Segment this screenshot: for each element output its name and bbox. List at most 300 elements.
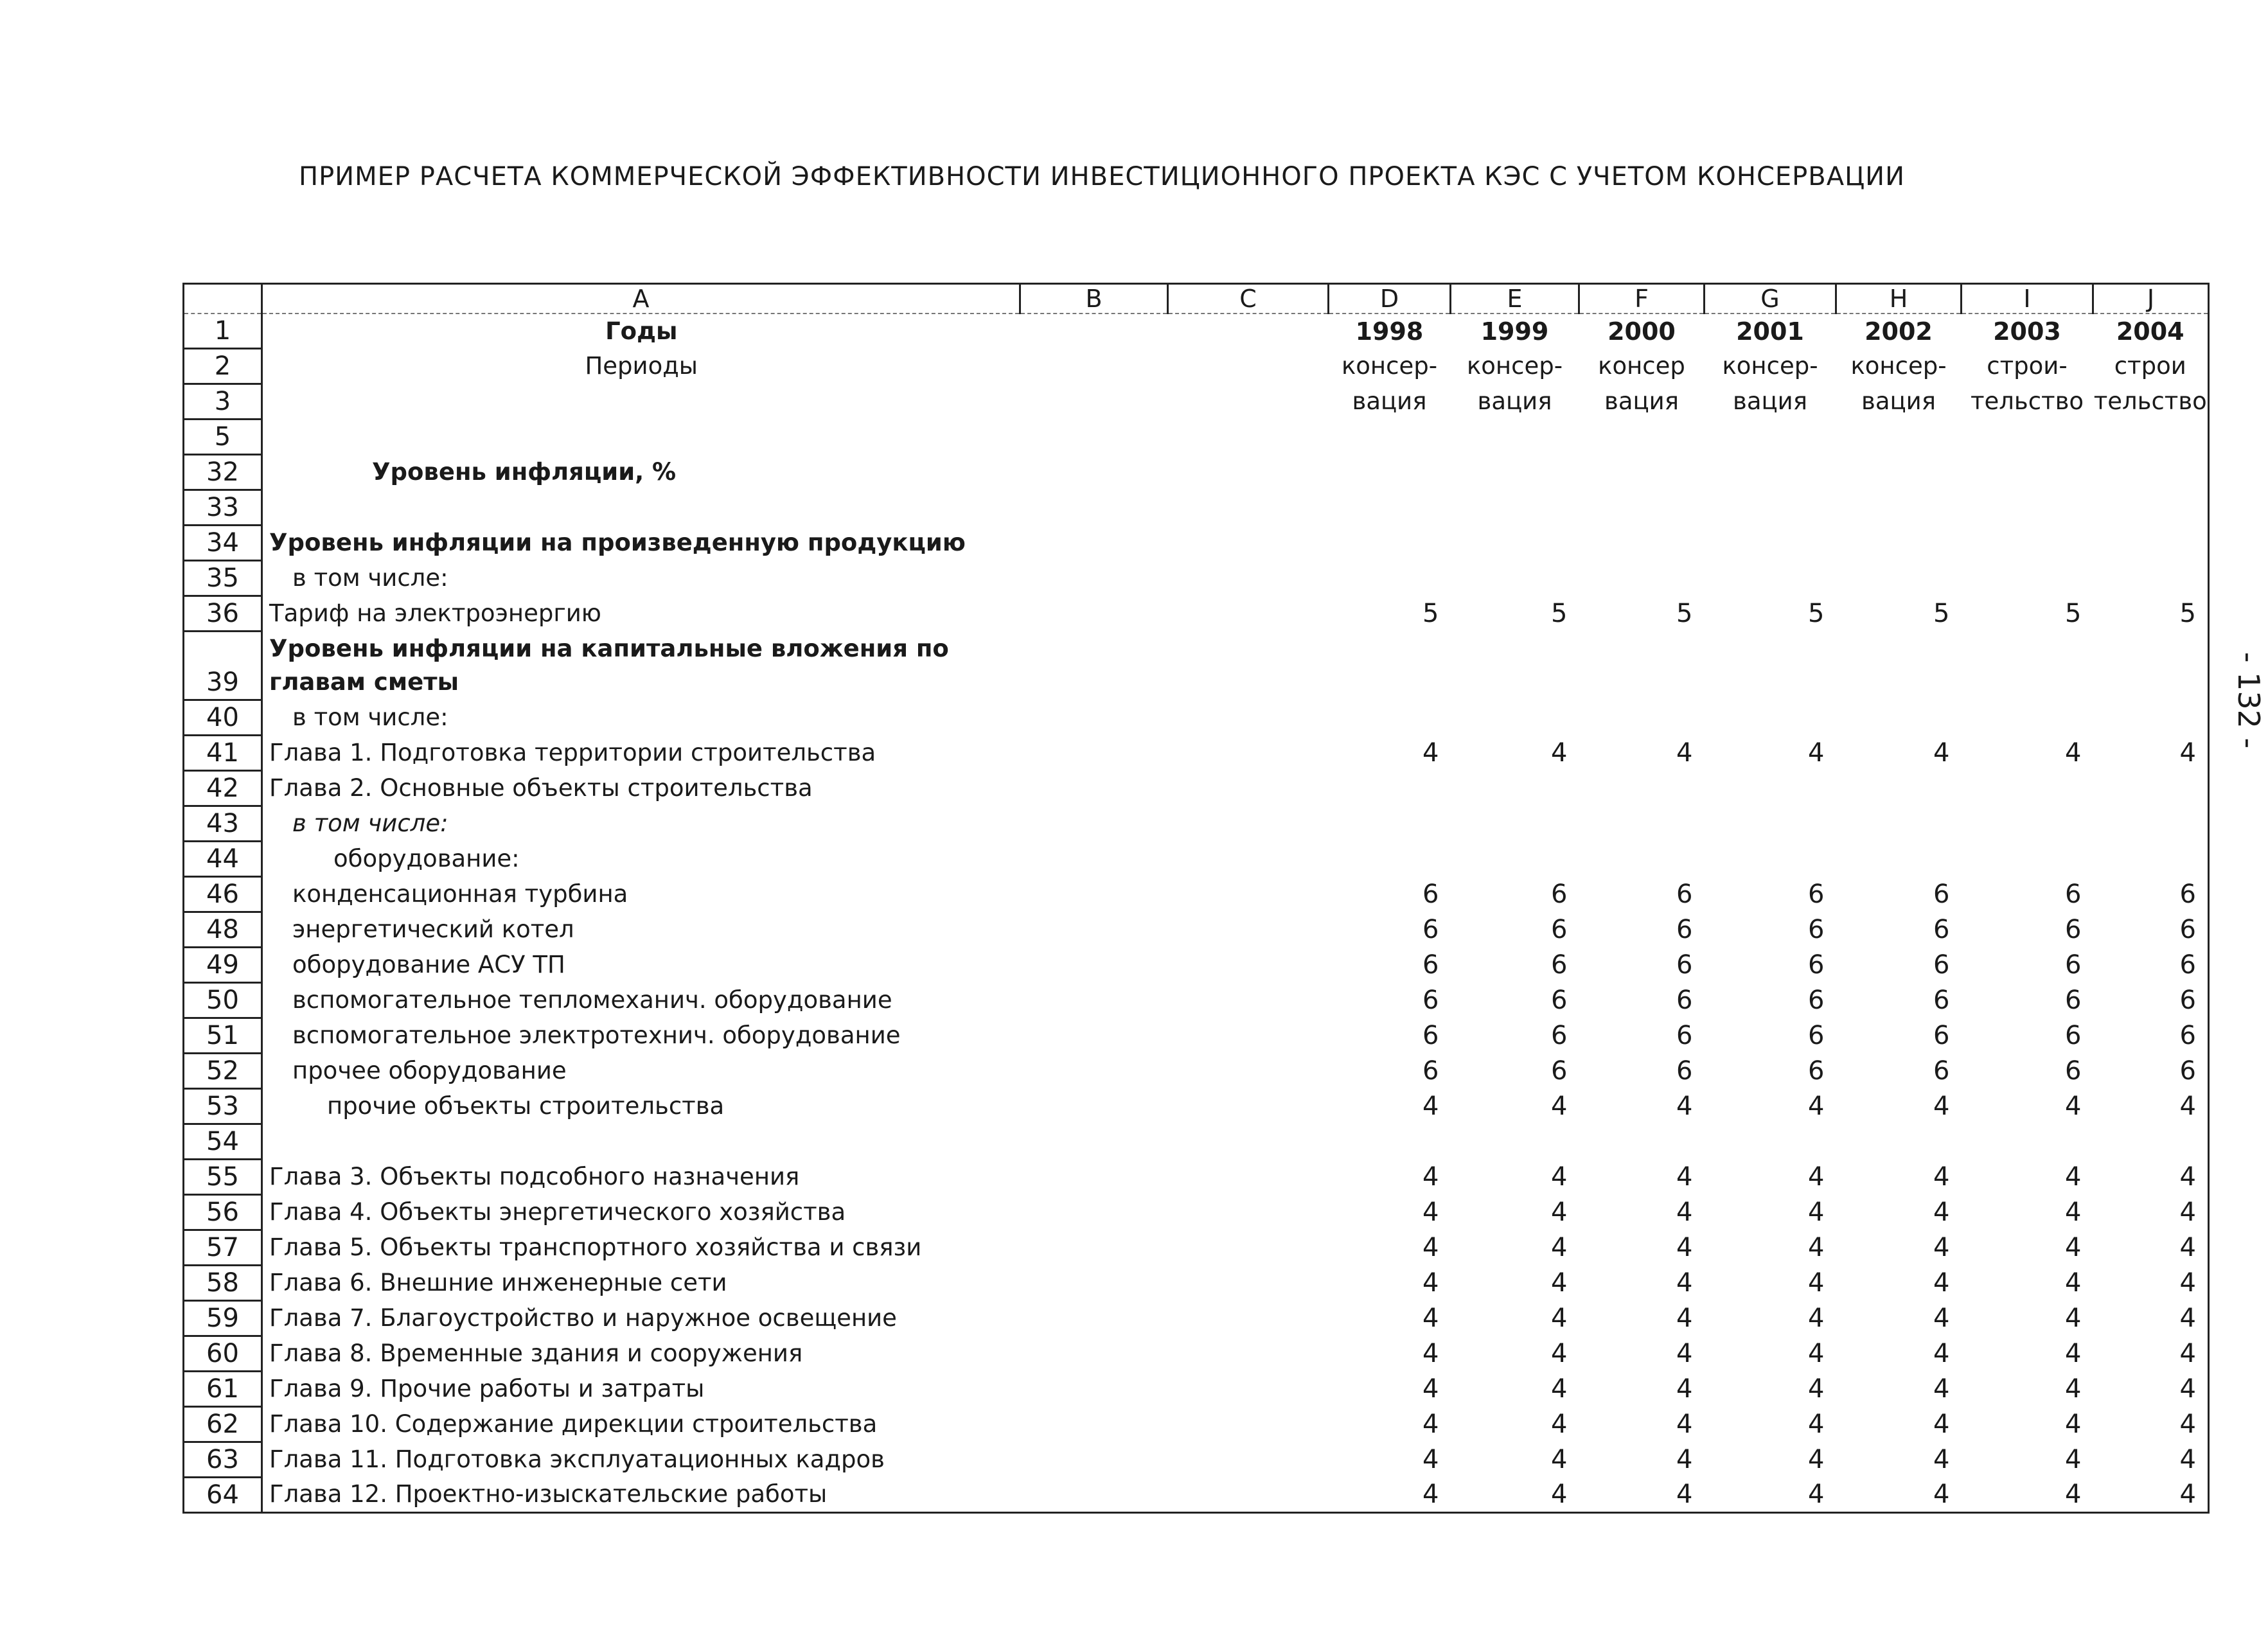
value-cell — [1836, 700, 1962, 736]
value-cell: 6 — [2093, 912, 2209, 948]
value-cell: 4 — [2093, 1266, 2209, 1301]
table-row — [184, 1301, 2209, 1336]
table-row — [184, 1478, 2209, 1513]
value-cell — [1451, 771, 1579, 806]
value-cell: 4 — [1551, 1374, 1568, 1404]
row-number: 44 — [184, 842, 262, 877]
empty-cell — [1168, 490, 1329, 526]
value-cell: 6 — [1676, 950, 1693, 980]
row-label: Уровень инфляции на произведенную продукцию — [262, 526, 1020, 561]
empty-cell — [1168, 526, 1329, 561]
row-label: Глава 1. Подготовка территории строительства — [262, 736, 1020, 771]
table-row — [184, 420, 2209, 455]
empty-cell — [1168, 314, 1329, 349]
row-label: прочее оборудование — [262, 1054, 1020, 1089]
empty-cell — [1168, 1124, 1329, 1160]
value-cell: 4 — [1933, 1092, 1950, 1121]
row-label: вспомогательное тепломеханич. оборудование — [262, 983, 1020, 1018]
row-number: 63 — [184, 1442, 262, 1478]
empty-cell — [1168, 384, 1329, 420]
value-cell: 6 — [1422, 1056, 1439, 1086]
value-cell — [1705, 632, 1836, 700]
value-cell: 4 — [1551, 1445, 1568, 1474]
value-cell: 6 — [2065, 950, 2082, 980]
value-cell — [1705, 771, 1836, 806]
value-cell: 4 — [1676, 1374, 1693, 1404]
row-number: 49 — [184, 948, 262, 983]
value-cell — [1451, 420, 1579, 455]
empty-cell — [1168, 842, 1329, 877]
inflation-table — [182, 283, 2210, 1514]
period-cell: вация — [1352, 387, 1427, 415]
row-number: 33 — [184, 490, 262, 526]
empty-cell — [1020, 1442, 1168, 1478]
empty-cell — [1020, 1018, 1168, 1054]
value-cell — [1451, 806, 1579, 842]
column-header-g: G — [1705, 284, 1836, 314]
row-label — [262, 490, 1020, 526]
value-cell: 4 — [1933, 1374, 1950, 1404]
row-number: 40 — [184, 700, 262, 736]
value-cell: 4 — [1329, 1478, 1451, 1513]
value-cell: 4 — [1422, 1374, 1439, 1404]
table-row — [184, 1372, 2209, 1407]
value-cell — [1962, 771, 2093, 806]
periods-row-2 — [184, 384, 2209, 420]
empty-cell — [1020, 842, 1168, 877]
row-number: 62 — [184, 1407, 262, 1442]
period-cell: тельство — [2093, 384, 2209, 420]
empty-cell — [1020, 314, 1168, 349]
table-row — [184, 806, 2209, 842]
value-cell: 6 — [1933, 1021, 1950, 1050]
empty-cell — [1020, 1372, 1168, 1407]
table-row — [184, 561, 2209, 596]
value-cell: 4 — [1676, 1410, 1693, 1439]
empty-cell — [1168, 349, 1329, 384]
empty-cell — [1168, 771, 1329, 806]
value-cell: 4 — [1676, 1233, 1693, 1262]
row-number: 55 — [184, 1160, 262, 1195]
empty-cell — [1020, 561, 1168, 596]
value-cell: 4 — [1933, 1445, 1950, 1474]
empty-cell — [1020, 455, 1168, 490]
value-cell — [1329, 700, 1451, 736]
value-cell: 4 — [2065, 1304, 2082, 1333]
value-cell: 4 — [1579, 1478, 1705, 1513]
row-label: оборудование: — [262, 842, 1020, 877]
row-number: 50 — [184, 983, 262, 1018]
value-cell: 6 — [1676, 1056, 1693, 1086]
value-cell — [1329, 526, 1451, 561]
period-cell: вация — [1861, 387, 1936, 415]
value-cell — [1962, 561, 2093, 596]
value-cell — [1962, 490, 2093, 526]
value-cell: 4 — [1676, 1304, 1693, 1333]
value-cell: 4 — [1808, 1268, 1825, 1298]
empty-cell — [1020, 384, 1168, 420]
value-cell: 4 — [1551, 1339, 1568, 1368]
value-cell: 6 — [1808, 915, 1825, 944]
empty-cell — [1168, 806, 1329, 842]
empty-cell — [1020, 948, 1168, 983]
year-cell: 2004 — [2093, 314, 2209, 349]
row-number: 5 — [184, 420, 262, 455]
value-cell: 4 — [1422, 1445, 1439, 1474]
row-label: Глава 12. Проектно-изыскательские работы — [262, 1478, 1020, 1513]
empty-cell — [1020, 526, 1168, 561]
empty-cell — [1020, 771, 1168, 806]
value-cell: 6 — [2093, 1054, 2209, 1089]
value-cell: 6 — [1422, 879, 1439, 909]
value-cell — [1962, 842, 2093, 877]
row-number: 43 — [184, 806, 262, 842]
value-cell: 4 — [1933, 1339, 1950, 1368]
row-number: 64 — [184, 1478, 262, 1513]
value-cell: 4 — [1551, 1410, 1568, 1439]
value-cell — [1962, 632, 2093, 700]
row-label: Глава 11. Подготовка эксплуатационных кадров — [262, 1442, 1020, 1478]
value-cell: 4 — [2065, 1092, 2082, 1121]
value-cell: 6 — [1808, 1056, 1825, 1086]
empty-cell — [1168, 1054, 1329, 1089]
period-cell: вация — [1604, 387, 1679, 415]
table-row — [184, 983, 2209, 1018]
value-cell — [1579, 700, 1705, 736]
value-cell: 4 — [1933, 1233, 1950, 1262]
value-cell — [1579, 526, 1705, 561]
empty-cell — [1168, 1089, 1329, 1124]
empty-cell — [1020, 1195, 1168, 1230]
value-cell: 6 — [1676, 879, 1693, 909]
value-cell — [1579, 561, 1705, 596]
value-cell — [1451, 526, 1579, 561]
column-header-e: E — [1451, 284, 1579, 314]
value-cell: 4 — [1422, 1339, 1439, 1368]
column-header-c: C — [1168, 284, 1329, 314]
value-cell — [1579, 455, 1705, 490]
value-cell: 6 — [1808, 950, 1825, 980]
value-cell: 4 — [1933, 1268, 1950, 1298]
year-cell: 2003 — [1993, 317, 2061, 346]
table-row — [184, 1195, 2209, 1230]
table-row — [184, 912, 2209, 948]
value-cell — [1705, 700, 1836, 736]
value-cell: 4 — [2093, 1160, 2209, 1195]
value-cell: 4 — [1933, 738, 1950, 768]
column-header-f: F — [1579, 284, 1705, 314]
value-cell: 5 — [1933, 599, 1950, 628]
period-cell: вация — [1733, 387, 1807, 415]
empty-cell — [1168, 736, 1329, 771]
value-cell: 6 — [1808, 986, 1825, 1015]
value-cell — [2093, 632, 2209, 700]
row-label — [262, 632, 1020, 700]
value-cell — [1329, 771, 1451, 806]
empty-cell — [1168, 1372, 1329, 1407]
row-number: 57 — [184, 1230, 262, 1266]
value-cell: 4 — [1422, 1233, 1439, 1262]
value-cell — [1705, 490, 1836, 526]
row-label: в том числе: — [262, 806, 1020, 842]
value-cell: 4 — [1551, 1304, 1568, 1333]
value-cell: 4 — [1808, 1445, 1825, 1474]
empty-cell — [1168, 1336, 1329, 1372]
value-cell: 6 — [2093, 948, 2209, 983]
value-cell: 5 — [2093, 596, 2209, 632]
value-cell — [1962, 526, 2093, 561]
column-header-i: I — [1962, 284, 2093, 314]
value-cell — [2093, 806, 2209, 842]
value-cell — [2093, 526, 2209, 561]
value-cell: 4 — [1422, 1162, 1439, 1192]
table-row — [184, 1442, 2209, 1478]
value-cell: 6 — [1676, 1021, 1693, 1050]
row-label: Глава 9. Прочие работы и затраты — [262, 1372, 1020, 1407]
value-cell — [1329, 806, 1451, 842]
value-cell: 4 — [2093, 1336, 2209, 1372]
table-row — [184, 632, 2209, 700]
value-cell — [1836, 842, 1962, 877]
value-cell — [2093, 771, 2209, 806]
table-row — [184, 1160, 2209, 1195]
table-row — [184, 1230, 2209, 1266]
empty-cell — [1020, 1301, 1168, 1336]
year-cell: 1998 — [1355, 317, 1424, 346]
column-header-h: H — [1836, 284, 1962, 314]
row-number: 36 — [184, 596, 262, 632]
empty-cell — [1168, 1407, 1329, 1442]
value-cell — [1451, 490, 1579, 526]
value-cell: 6 — [1551, 1056, 1568, 1086]
value-cell: 6 — [1676, 915, 1693, 944]
empty-cell — [1168, 948, 1329, 983]
value-cell: 6 — [1422, 950, 1439, 980]
value-cell: 6 — [1422, 1021, 1439, 1050]
empty-cell — [1168, 420, 1329, 455]
value-cell: 6 — [2093, 877, 2209, 912]
row-number: 52 — [184, 1054, 262, 1089]
table-row — [184, 877, 2209, 912]
value-cell — [1451, 700, 1579, 736]
value-cell: 4 — [2093, 1230, 2209, 1266]
table-row — [184, 1018, 2209, 1054]
empty-cell — [1168, 1442, 1329, 1478]
year-cell: 2001 — [1736, 317, 1804, 346]
empty-cell — [1020, 736, 1168, 771]
period-cell: консер- — [1722, 352, 1818, 380]
value-cell: 4 — [1676, 738, 1693, 768]
value-cell — [1579, 771, 1705, 806]
period-cell: тельство — [1970, 387, 2084, 415]
period-cell: консер- — [1341, 352, 1438, 380]
table-row — [184, 736, 2209, 771]
table-row — [184, 842, 2209, 877]
periods-label: Периоды — [262, 349, 1020, 384]
value-cell: 4 — [1808, 1410, 1825, 1439]
period-cell: консер- — [1466, 352, 1563, 380]
empty-cell — [1020, 1054, 1168, 1089]
row-label-line: главам сметы — [269, 668, 459, 696]
value-cell: 6 — [1933, 950, 1950, 980]
value-cell — [1705, 842, 1836, 877]
empty-cell — [262, 384, 1020, 420]
value-cell: 4 — [1808, 1233, 1825, 1262]
value-cell: 4 — [1422, 1092, 1439, 1121]
year-cell: 1999 — [1480, 317, 1549, 346]
value-cell — [1579, 1124, 1705, 1160]
value-cell: 4 — [1676, 1445, 1693, 1474]
periods-row — [184, 349, 2209, 384]
row-number: 48 — [184, 912, 262, 948]
value-cell — [1329, 842, 1451, 877]
empty-cell — [1168, 632, 1329, 700]
row-label: Глава 10. Содержание дирекции строительства — [262, 1407, 1020, 1442]
value-cell: 6 — [1422, 986, 1439, 1015]
row-number: 46 — [184, 877, 262, 912]
value-cell — [1329, 420, 1451, 455]
value-cell — [1836, 632, 1962, 700]
value-cell — [1329, 632, 1451, 700]
table-row — [184, 490, 2209, 526]
row-number: 59 — [184, 1301, 262, 1336]
value-cell: 4 — [2065, 1410, 2082, 1439]
empty-cell — [1020, 1478, 1168, 1513]
value-cell: 5 — [1422, 599, 1439, 628]
value-cell — [1329, 561, 1451, 596]
value-cell: 6 — [1422, 915, 1439, 944]
empty-cell — [1020, 490, 1168, 526]
value-cell: 4 — [1962, 1478, 2093, 1513]
value-cell: 4 — [1836, 1478, 1962, 1513]
value-cell — [1705, 561, 1836, 596]
period-cell: строи — [2093, 349, 2209, 384]
value-cell: 4 — [1705, 1478, 1836, 1513]
row-label — [262, 420, 1020, 455]
value-cell: 4 — [1551, 1198, 1568, 1227]
empty-cell — [1168, 1301, 1329, 1336]
empty-cell — [1168, 1195, 1329, 1230]
value-cell: 4 — [2093, 736, 2209, 771]
row-label: Уровень инфляции, % — [262, 455, 1020, 490]
value-cell: 4 — [1933, 1162, 1950, 1192]
row-number: 53 — [184, 1089, 262, 1124]
value-cell: 4 — [1808, 1092, 1825, 1121]
row-label: Глава 5. Объекты транспортного хозяйства и связи — [262, 1230, 1020, 1266]
value-cell: 4 — [1551, 1092, 1568, 1121]
value-cell — [1836, 1124, 1962, 1160]
value-cell: 4 — [2093, 1478, 2209, 1513]
empty-cell — [1020, 912, 1168, 948]
table-row — [184, 1266, 2209, 1301]
value-cell: 4 — [1422, 1304, 1439, 1333]
table-row — [184, 1407, 2209, 1442]
value-cell: 4 — [2065, 1374, 2082, 1404]
table-row — [184, 455, 2209, 490]
table-row — [184, 526, 2209, 561]
value-cell — [1962, 806, 2093, 842]
column-header-d: D — [1329, 284, 1451, 314]
value-cell — [1836, 526, 1962, 561]
value-cell: 4 — [2093, 1372, 2209, 1407]
value-cell: 4 — [1676, 1198, 1693, 1227]
value-cell — [1579, 842, 1705, 877]
row-number: 56 — [184, 1195, 262, 1230]
empty-cell — [1168, 1266, 1329, 1301]
value-cell: 4 — [1676, 1268, 1693, 1298]
empty-cell — [1020, 420, 1168, 455]
value-cell: 4 — [1808, 1339, 1825, 1368]
row-number: 39 — [184, 632, 262, 700]
value-cell: 4 — [2065, 1233, 2082, 1262]
value-cell: 4 — [1451, 1478, 1579, 1513]
row-number: 32 — [184, 455, 262, 490]
value-cell: 4 — [2093, 1301, 2209, 1336]
value-cell — [1962, 455, 2093, 490]
value-cell: 4 — [2093, 1195, 2209, 1230]
row-number: 35 — [184, 561, 262, 596]
empty-cell — [1020, 700, 1168, 736]
row-label: Глава 8. Временные здания и сооружения — [262, 1336, 1020, 1372]
value-cell — [1579, 490, 1705, 526]
value-cell: 6 — [2065, 1056, 2082, 1086]
value-cell: 6 — [2065, 1021, 2082, 1050]
value-cell: 4 — [1933, 1410, 1950, 1439]
empty-cell — [1020, 983, 1168, 1018]
table-row — [184, 1124, 2209, 1160]
value-cell — [2093, 561, 2209, 596]
value-cell: 4 — [1933, 1198, 1950, 1227]
empty-cell — [1168, 700, 1329, 736]
value-cell: 4 — [2065, 1268, 2082, 1298]
value-cell — [2093, 1124, 2209, 1160]
empty-cell — [1168, 877, 1329, 912]
empty-cell — [1020, 1124, 1168, 1160]
table-row — [184, 596, 2209, 632]
value-cell: 6 — [1676, 986, 1693, 1015]
period-cell: строи- — [1987, 352, 2068, 380]
value-cell — [2093, 490, 2209, 526]
table-row — [184, 771, 2209, 806]
value-cell — [1836, 806, 1962, 842]
empty-cell — [1168, 1230, 1329, 1266]
row-number: 2 — [184, 349, 262, 384]
value-cell — [1451, 1124, 1579, 1160]
empty-cell — [1020, 806, 1168, 842]
value-cell: 6 — [1808, 1021, 1825, 1050]
empty-cell — [1168, 1018, 1329, 1054]
value-cell: 5 — [1551, 599, 1568, 628]
year-cell: 2002 — [1865, 317, 1933, 346]
value-cell: 4 — [1422, 1198, 1439, 1227]
row-number: 34 — [184, 526, 262, 561]
value-cell: 6 — [1551, 1021, 1568, 1050]
table-row — [184, 700, 2209, 736]
row-number: 51 — [184, 1018, 262, 1054]
value-cell: 4 — [1808, 1304, 1825, 1333]
row-number: 60 — [184, 1336, 262, 1372]
value-cell: 4 — [1551, 738, 1568, 768]
value-cell: 4 — [1676, 1339, 1693, 1368]
row-label: Глава 2. Основные объекты строительства — [262, 771, 1020, 806]
column-header-row — [184, 284, 2209, 314]
empty-cell — [1168, 561, 1329, 596]
empty-cell — [1020, 632, 1168, 700]
value-cell — [2093, 700, 2209, 736]
value-cell: 5 — [1808, 599, 1825, 628]
empty-cell — [1020, 1407, 1168, 1442]
value-cell: 6 — [1551, 915, 1568, 944]
